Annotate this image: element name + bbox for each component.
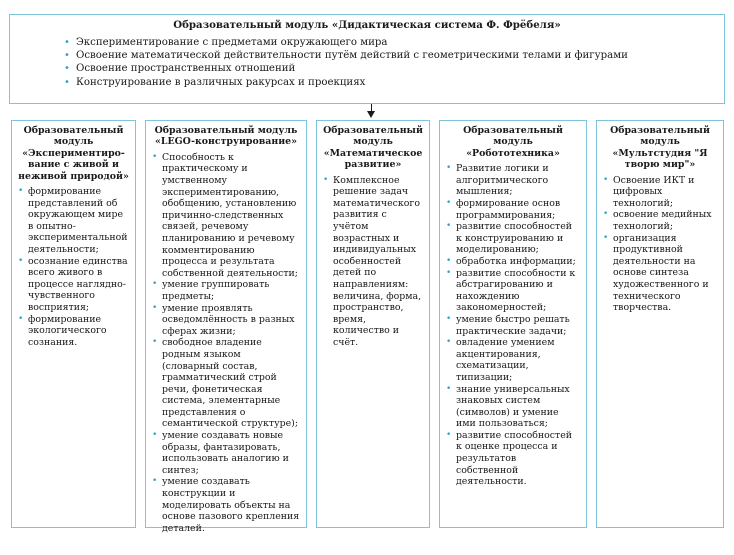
module-list: [18, 186, 129, 348]
bullet-icon: •: [446, 163, 452, 174]
list-item: • Способность к практическому и умственному экспериментированию, обобщению, установлению причинно-следственных связей, речевому планированию и речевому комментированию процесса и результата собственной деятельности;: [152, 151, 298, 279]
bullet-icon: •: [446, 198, 452, 208]
top-module-list: [64, 36, 714, 89]
module-title: Образовательный модуль «Экспериментиро-вание с живой и неживой природой»: [18, 125, 129, 182]
module-title: Образовательный модуль «Математическое развитие»: [323, 125, 423, 171]
bullet-icon: •: [18, 255, 24, 266]
list-item: • умение проявлять осведомлённость в разных сферах жизни;: [152, 302, 295, 337]
top-module-box: [9, 14, 725, 104]
module-robotics: [439, 120, 587, 528]
list-item: • умение группировать предметы;: [152, 279, 270, 302]
list-item: • формирование основ программирования;: [446, 198, 561, 221]
bullet-icon: •: [446, 337, 452, 348]
list-item: • Освоение ИКТ и цифровых технологий;: [603, 174, 695, 209]
bullet-icon: •: [64, 50, 70, 62]
bullet-icon: •: [446, 429, 452, 440]
list-item: • знание универсальных знаковых систем (символов) и умение ими пользоваться;: [446, 383, 570, 430]
list-item: • Конструирование в различных ракурсах и проекциях: [64, 76, 366, 88]
bullet-icon: •: [64, 37, 70, 48]
bullet-icon: •: [152, 430, 158, 441]
list-item: • развитие способностей к конструированию и моделированию;: [446, 221, 573, 256]
bullet-icon: •: [18, 313, 24, 324]
list-item: • развитие способности к абстрагированию и нахождению закономерностей;: [446, 267, 576, 314]
bullet-icon: •: [152, 337, 158, 348]
module-list: [323, 175, 423, 349]
module-title: Образовательный модуль «LEGO-конструирование»: [154, 125, 298, 148]
list-item: • свободное владение родным языком (словарный состав, грамматический строй речи, фонетическая система, элементарные представления о семантической структуре);: [152, 337, 298, 430]
list-item: • Экспериментирование с предметами окружающего мира: [64, 37, 388, 48]
list-item: • формирование представлений об окружающем мире в опытно-экспериментальной деятельности;: [18, 186, 128, 255]
list-item: • осознание единства всего живого в процессе наглядно-чувственного восприятия;: [18, 255, 128, 313]
top-module-title: Образовательный модуль «Дидактическая система Ф. Фрёбеля»: [173, 19, 561, 31]
module-list: [603, 175, 717, 314]
list-item: • Развитие логики и алгоритмического мышления;: [446, 163, 549, 198]
bullet-icon: •: [152, 302, 158, 313]
module-lego: [145, 120, 307, 534]
bullet-icon: •: [18, 186, 24, 197]
list-item: • развитие способностей к оценке процесса и результатов собственной деятельности.: [446, 429, 573, 488]
list-item: • умение создавать конструкции и моделировать объекты на основе пазового крепления деталей.: [152, 476, 300, 534]
arrow-down-icon: [367, 111, 375, 118]
module-math: [316, 120, 430, 528]
bullet-icon: •: [64, 63, 70, 75]
list-item: • обработка информации;: [446, 255, 576, 267]
list-item: • организация продуктивной деятельности на основе синтеза художественного и технического творчества.: [603, 232, 709, 314]
list-item: • умение быстро решать практические задачи;: [446, 313, 570, 337]
list-item: • формирование экологического сознания.: [18, 313, 107, 348]
bullet-icon: •: [323, 174, 329, 185]
bullet-icon: •: [603, 209, 609, 220]
list-item: • Освоение пространственных отношений: [64, 63, 296, 75]
list-item: • Комплексное решение задач математического развития с учётом возрастных и индивидуальных особенностей детей по направлениям: величина, форма, пространство, время, количество и счёт.: [323, 174, 422, 348]
bullet-icon: •: [152, 151, 158, 162]
module-title: Образовательный модуль «Робототехника»: [463, 125, 563, 159]
bullet-icon: •: [603, 174, 609, 185]
bullet-icon: •: [152, 279, 158, 290]
bullet-icon: •: [64, 76, 70, 88]
module-experimentation: [11, 120, 136, 528]
module-title: Образовательный модуль «Мультстудия "Я творю мир"»: [610, 125, 710, 171]
module-list: [152, 152, 300, 535]
list-item: • умение создавать новые образы, фантазировать, использовать аналогию и синтез;: [152, 430, 289, 476]
bullet-icon: •: [603, 232, 609, 243]
bullet-icon: •: [446, 313, 452, 324]
module-list: [446, 163, 580, 488]
list-item: • овладение умением акцентирования, схематизации, типизации;: [446, 337, 555, 383]
bullet-icon: •: [446, 383, 452, 394]
module-cartoon-studio: [596, 120, 724, 528]
list-item: • Освоение математической действительности путём действий с геометрическими телами и фигурами: [64, 50, 628, 62]
bullet-icon: •: [446, 267, 452, 278]
bullet-icon: •: [446, 221, 452, 232]
bullet-icon: •: [152, 476, 158, 487]
bullet-icon: •: [446, 255, 452, 266]
list-item: • освоение медийных технологий;: [603, 209, 712, 232]
